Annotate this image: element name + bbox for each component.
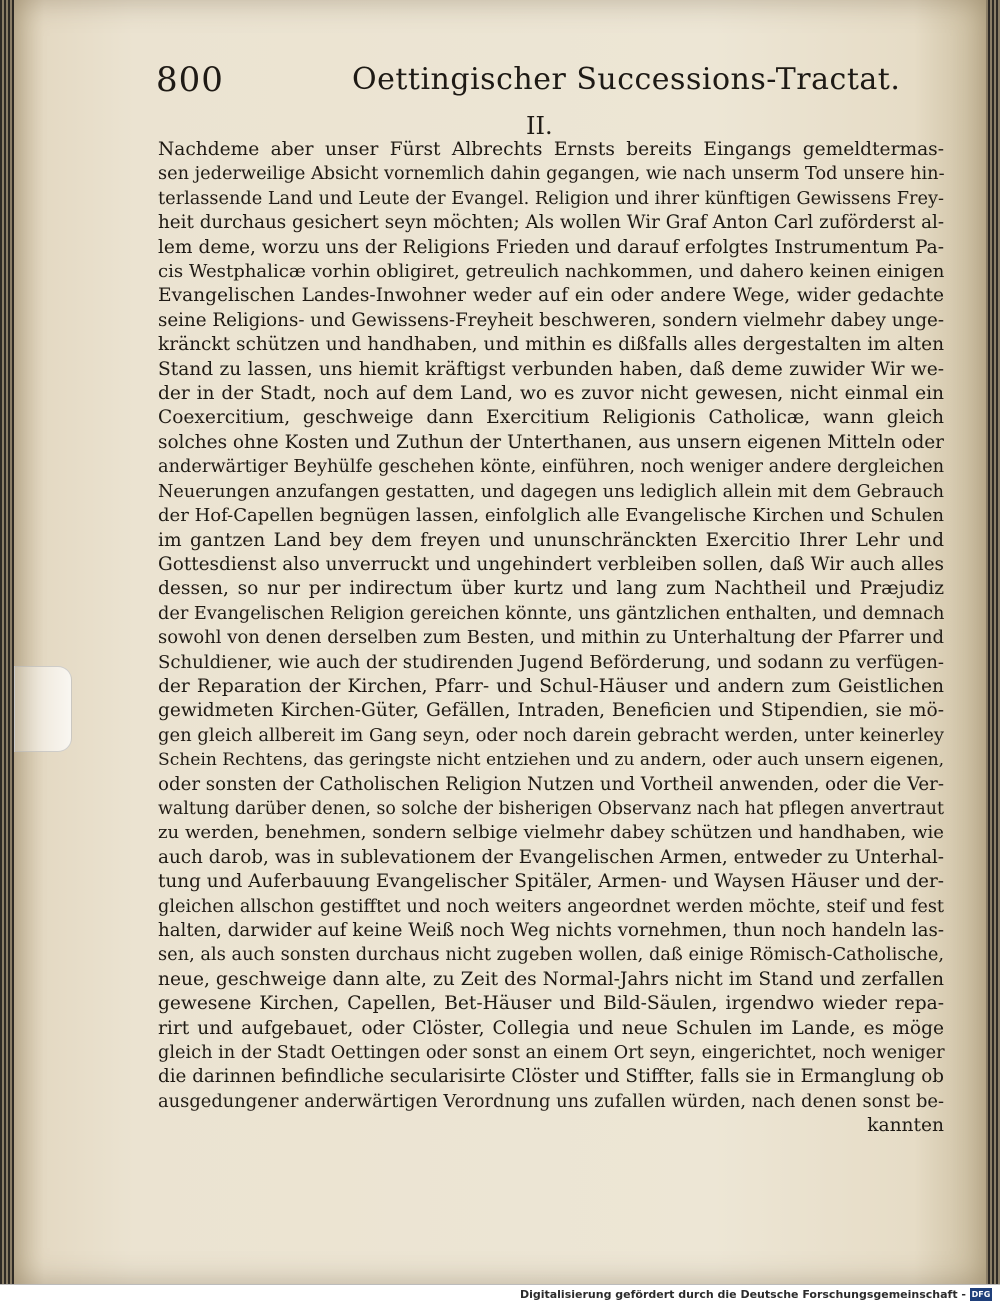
text-line: zu werden, benehmen, sondern selbige vielmehr dabey schützen und handhaben, wie (158, 822, 944, 844)
text-line: Coexercitium, geschweige dann Exercitium Religionis Catholicæ, wann gleich (158, 407, 944, 429)
text-line: gewesene Kirchen, Capellen, Bet-Häuser und Bild-Säulen, irgendwo wieder repa- (158, 993, 944, 1015)
body-text (158, 138, 944, 1139)
text-line: Neuerungen anzufangen gestatten, und dagegen uns lediglich allein mit dem Gebrauch (158, 481, 944, 502)
text-line: oder sonsten der Catholischen Religion Nutzen und Vortheil anwenden, oder die Ver- (158, 773, 944, 795)
text-line: terlassende Land und Leute der Evangel. Religion und ihrer künftigen Gewissens Frey- (158, 188, 945, 209)
text-line: im gantzen Land bey dem freyen und ununschränckten Exercitio Ihrer Lehr und (158, 529, 944, 551)
text-line: der Reparation der Kirchen, Pfarr- und Schul-Häuser und andern zum Geistlichen (158, 675, 944, 697)
text-line: der Evangelischen Religion gereichen könnte, uns gäntzlichen enthalten, und demnach (158, 603, 945, 624)
running-title: Oettingischer Successions-Tractat. (352, 62, 901, 97)
text-line: kannten (867, 1115, 944, 1137)
text-line: Schein Rechtens, das geringste nicht entziehen und zu andern, oder auch unsern eigenen, (158, 750, 944, 771)
text-line: sen jederweilige Absicht vornemlich dahin gegangen, wie nach unserm Tod unsere hin- (158, 164, 945, 185)
text-line: der in der Stadt, noch auf dem Land, wo es zuvor nicht gewesen, nicht einmal ein (158, 383, 944, 405)
text-line: seine Religions- und Gewissens-Freyheit beschweren, sondern vielmehr dabey unge- (158, 309, 944, 331)
text-line: Stand zu lassen, uns hiemit kräftigst verbunden haben, daß deme zuwider Wir we- (158, 358, 944, 380)
text-line: Schuldiener, wie auch der studirenden Jugend Beförderung, und sodann zu verfügen- (158, 651, 944, 673)
text-line: gleichen allschon gestifftet und noch weiters angeordnet werden möchte, steif und fest (158, 896, 944, 917)
text-line: halten, darwider auf keine Weiß noch Weg nichts vornehmen, thun noch handeln las- (158, 920, 944, 941)
right-page-stack-edge (986, 0, 1000, 1284)
text-line: ausgedungener anderwärtigen Verordnung uns zufallen würden, nach denen sonst be- (158, 1090, 944, 1112)
text-line: gleich in der Stadt Oettingen oder sonst an einem Ort seyn, eingerichtet, noch weniger (158, 1043, 945, 1064)
text-line: kränckt schützen und handhaben, und mithin es dißfalls alles dergestalten im alten (158, 334, 944, 356)
text-line: Gottesdienst also unverruckt und ungehindert verbleiben sollen, daß Wir auch alles (158, 553, 944, 575)
dfg-logo: DFG (971, 1290, 991, 1299)
footer-bar (0, 1284, 1000, 1305)
left-page-stack-edge (0, 0, 14, 1284)
section-number: II. (526, 112, 553, 140)
text-line: auch darob, was in sublevationem der Evangelischen Armen, entweder zu Unterhal- (158, 846, 944, 868)
text-line: gen gleich allbereit im Gang seyn, oder noch darein gebracht werden, unter keinerley (158, 724, 944, 746)
text-line: lem deme, worzu uns der Religions Frieden und darauf erfolgtes Instrumentum Pa- (158, 236, 944, 258)
text-line: Nachdeme aber unser Fürst Albrechts Ernsts bereits Eingangs gemeldtermas- (158, 139, 944, 160)
page-header (156, 58, 946, 106)
text-line: der Hof-Capellen begnügen lassen, einfolglich alle Evangelische Kirchen und Schulen (158, 505, 944, 527)
text-line: heit durchaus gesichert seyn möchten; Als wollen Wir Graf Anton Carl zuförderst al- (158, 212, 945, 234)
text-line: solches ohne Kosten und Zuthun der Unterthanen, aus unsern eigenen Mitteln oder (158, 431, 944, 453)
text-line: die darinnen befindliche secularisirte Clöster und Stiffter, falls sie in Ermanglung ob (158, 1066, 944, 1088)
text-line: waltung darüber denen, so solche der bisherigen Observanz nach hat pflegen anvertraut (158, 798, 944, 819)
text-line: sen, als auch sonsten durchaus nicht zugeben wollen, daß einige Römisch-Catholische, (158, 944, 944, 966)
text-line: gewidmeten Kirchen-Güter, Gefällen, Intraden, Beneficien und Stipendien, sie mö- (158, 700, 944, 722)
text-line: dessen, so nur per indirectum über kurtz und lang zum Nachtheil und Præjudiz (158, 578, 944, 600)
page-number: 800 (156, 60, 224, 100)
text-line: anderwärtiger Beyhülfe geschehen könte, einführen, noch weniger andere dergleichen (158, 457, 945, 478)
text-line: Evangelischen Landes-Inwohner weder auf ein oder andere Wege, wider gedachte (158, 285, 944, 307)
book-page (14, 0, 986, 1284)
text-line: tung und Auferbauung Evangelischer Spitäler, Armen- und Waysen Häuser und der- (158, 871, 944, 893)
text-line: cis Westphalicæ vorhin obligiret, getreulich nachkommen, und dahero keinen einigen (158, 261, 945, 283)
funding-credit: Digitalisierung gefördert durch die Deutsche Forschungsgemeinschaft - (519, 1288, 966, 1301)
page-tab-marker (14, 666, 72, 752)
text-line: neue, geschweige dann alte, zu Zeit des Normal-Jahrs nicht im Stand und zerfallen (158, 968, 944, 990)
text-line: sowohl von denen derselben zum Besten, und mithin zu Unterhaltung der Pfarrer und (158, 627, 944, 649)
text-line: rirt und aufgebauet, oder Clöster, Collegia und neue Schulen im Lande, es möge (158, 1017, 944, 1039)
